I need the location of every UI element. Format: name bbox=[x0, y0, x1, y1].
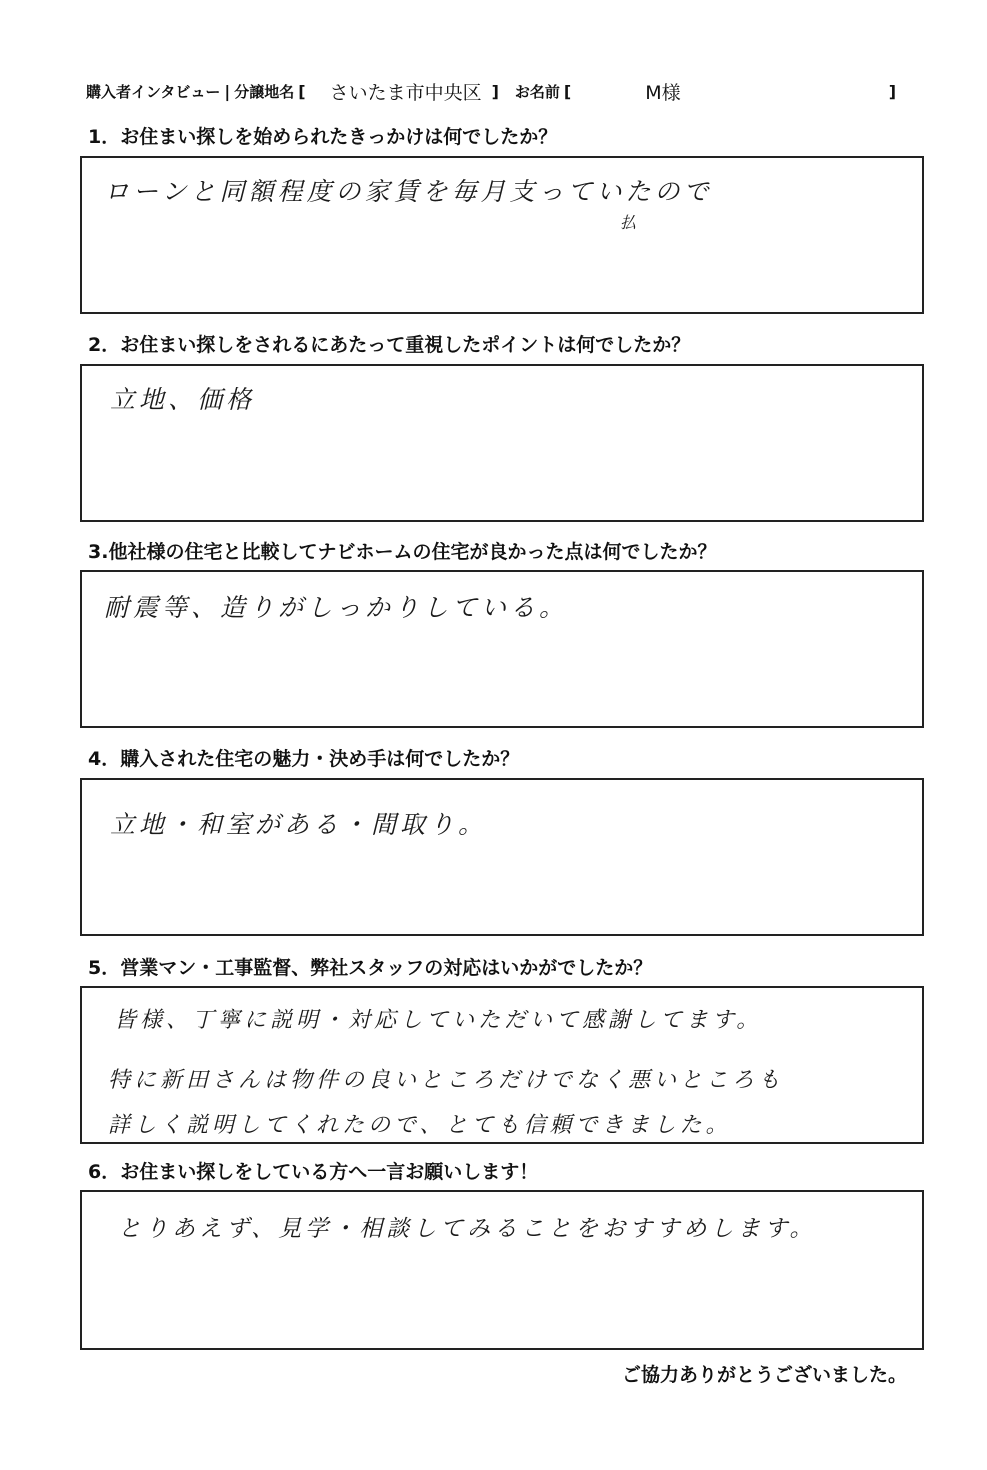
answer-5-line-3: 詳しく説明してくれたので、とても信頼できました。 bbox=[108, 1113, 732, 1138]
area-open-bracket: [ bbox=[298, 81, 306, 101]
answer-1-correction: 払 bbox=[620, 213, 637, 232]
answer-2-line-1: 立地、価格 bbox=[110, 385, 256, 414]
header-label: 購入者インタビュー bbox=[86, 82, 221, 101]
name-open-bracket: [ bbox=[563, 81, 572, 101]
question-2: 2．お住まい探しをされるにあたって重視したポイントは何でしたか？ bbox=[88, 334, 691, 356]
header-separator: | bbox=[224, 81, 231, 101]
answer-4-line-1: 立地・和室がある・間取り。 bbox=[110, 810, 488, 839]
area-label: 分譲地名 bbox=[234, 82, 295, 101]
name-label: お名前 bbox=[514, 82, 560, 101]
name-value: M様 bbox=[645, 81, 681, 104]
area-close-bracket: ] bbox=[491, 81, 499, 101]
answer-5-line-2: 特に新田さんは物件の良いところだけでなく悪いところも bbox=[108, 1068, 785, 1093]
answer-5-line-1: 皆様、丁寧に説明・対応していただいて感謝してます。 bbox=[114, 1008, 763, 1033]
answer-box-4 bbox=[80, 778, 924, 936]
answer-3-line-1: 耐震等、造りがしっかりしている。 bbox=[104, 593, 569, 622]
question-4: 4．購入された住宅の魅力・決め手は何でしたか？ bbox=[88, 748, 520, 770]
area-value: さいたま市中央区 bbox=[329, 81, 482, 104]
question-5: 5．営業マン・工事監督、弊社スタッフの対応はいかがでしたか？ bbox=[88, 957, 653, 979]
thanks-message: ご協力ありがとうございました。 bbox=[621, 1364, 907, 1386]
name-close-bracket: ] bbox=[888, 81, 896, 101]
answer-6-line-1: とりあえず、見学・相談してみることをおすすめします。 bbox=[118, 1216, 817, 1242]
answer-1-line-1: ローンと同額程度の家賃を毎月支っていたので bbox=[104, 177, 713, 206]
question-3: 3.他社様の住宅と比較してナビホームの住宅が良かった点は何でしたか？ bbox=[88, 541, 717, 563]
question-1: 1．お住まい探しを始められたきっかけは何でしたか？ bbox=[88, 126, 558, 148]
question-6: 6．お住まい探しをしている方へ一言お願いします！ bbox=[88, 1161, 539, 1183]
interview-header bbox=[86, 76, 916, 106]
